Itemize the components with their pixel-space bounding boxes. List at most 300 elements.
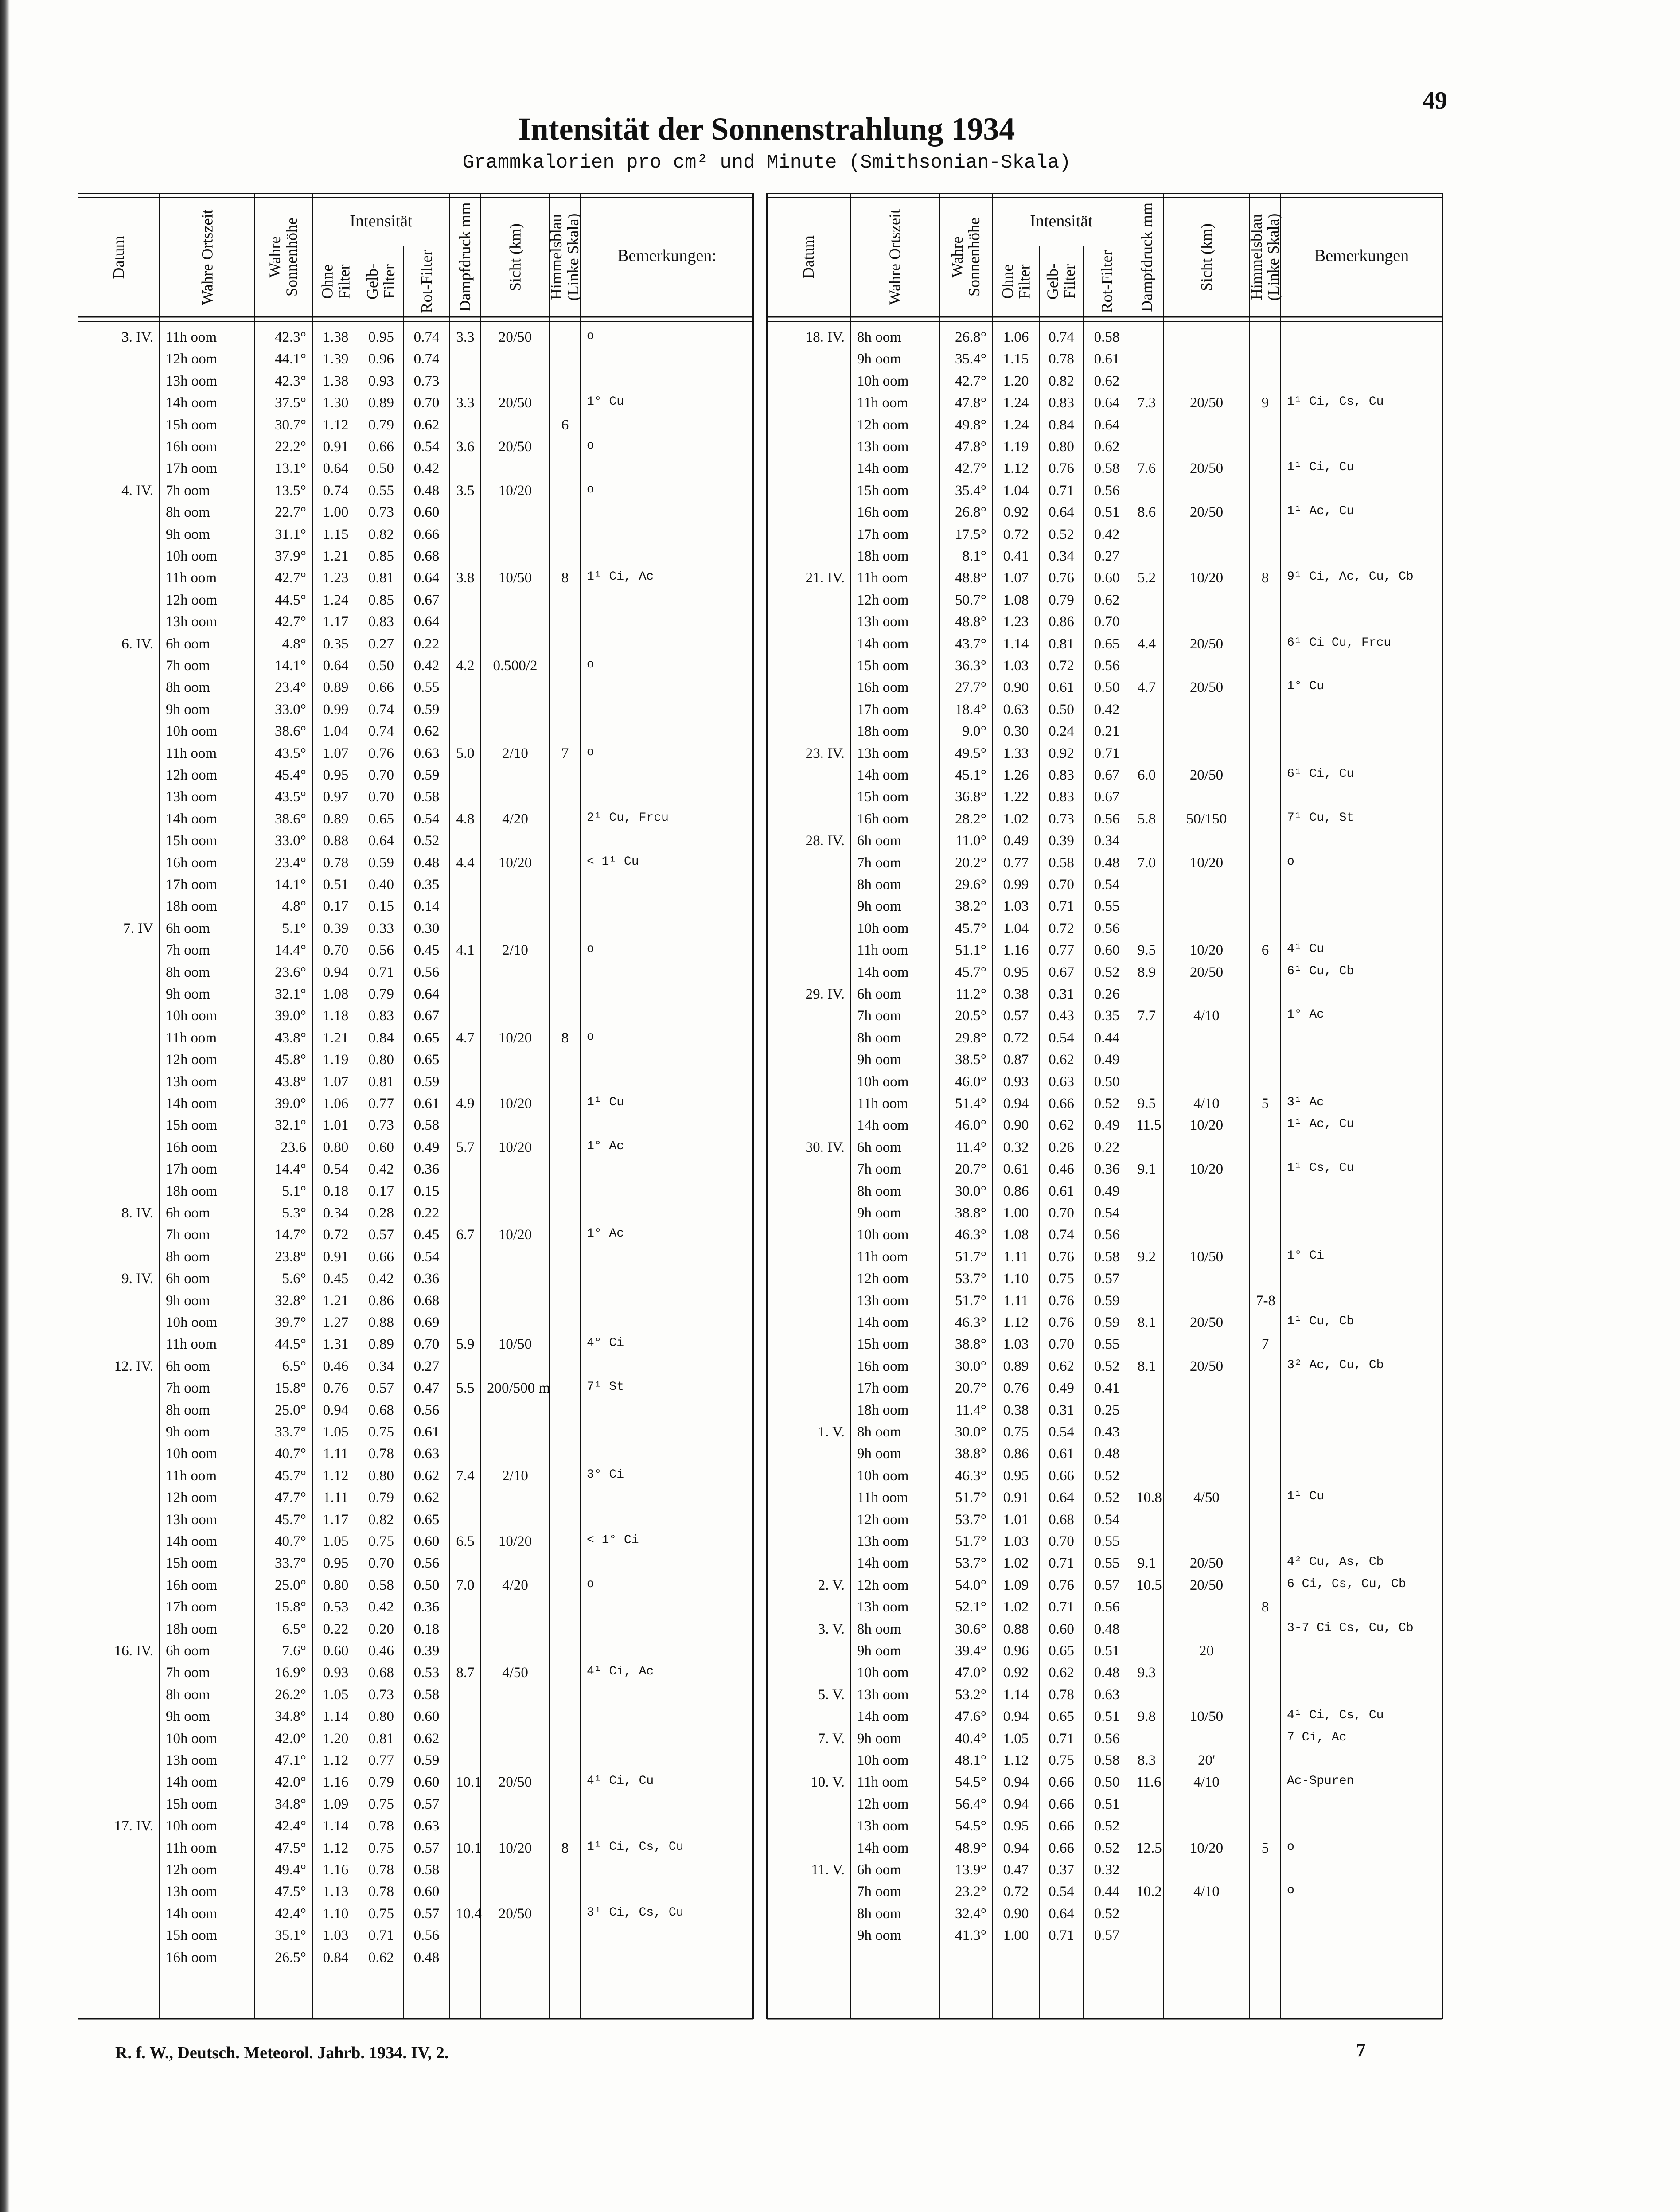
right-cell-zeit: 12h oom (857, 1577, 909, 1593)
right-cell-hoehe: 48.1° (955, 1752, 986, 1768)
right-cell-bem: 4² Cu, As, Cb (1287, 1555, 1384, 1569)
right-cell-zeit: 11h oom (857, 942, 908, 959)
left-cell-ohne: 1.16 (323, 1862, 349, 1878)
right-cell-zeit: 12h oom (857, 592, 909, 608)
left-cell-gelb: 0.80 (368, 1467, 394, 1484)
left-cell-rot: 0.60 (413, 504, 440, 521)
right-cell-hoehe: 35.4° (955, 482, 986, 499)
right-cell-hoehe: 47.6° (955, 1709, 986, 1725)
right-hdr-datum: Datum (799, 235, 818, 279)
left-cell-rot: 0.27 (413, 1358, 440, 1374)
left-cell-ohne: 0.74 (323, 482, 349, 499)
left-cell-ohne: 1.05 (323, 1686, 349, 1703)
right-cell-dampf: 9.5 (1137, 1096, 1156, 1112)
left-cell-hoehe: 40.7° (275, 1533, 306, 1549)
left-cell-himmel: 8 (561, 570, 569, 586)
left-hdr-sonnenhoehe: Wahre Sonnenhöhe (266, 218, 300, 296)
right-cell-hoehe: 8.1° (962, 548, 986, 564)
left-cell-rot: 0.48 (413, 854, 440, 871)
left-cell-bem: o (587, 482, 594, 496)
left-cell-sicht: 2/10 (502, 1467, 528, 1484)
left-cell-rot: 0.61 (413, 1424, 440, 1440)
right-cell-hoehe: 20.5° (955, 1008, 986, 1024)
left-cell-gelb: 0.58 (368, 1577, 394, 1593)
right-cell-gelb: 0.83 (1049, 789, 1074, 805)
right-cell-gelb: 0.63 (1049, 1073, 1074, 1090)
left-cell-ohne: 1.39 (323, 351, 349, 367)
left-cell-hoehe: 32.8° (275, 1292, 306, 1309)
left-cell-zeit: 7h oom (166, 1665, 210, 1681)
left-cell-hoehe: 15.8° (275, 1599, 306, 1615)
right-cell-rot: 0.44 (1094, 1884, 1120, 1900)
right-cell-ohne: 1.12 (1003, 1752, 1029, 1768)
left-cell-zeit: 13h oom (166, 1073, 218, 1090)
right-cell-ohne: 0.57 (1003, 1008, 1029, 1024)
left-cell-rot: 0.74 (413, 351, 440, 367)
right-cell-sicht: 10/50 (1189, 1709, 1224, 1725)
left-cell-ohne: 1.20 (323, 1730, 349, 1747)
left-cell-dampf: 4.4 (456, 854, 475, 871)
right-cell-hoehe: 49.8° (955, 417, 986, 433)
right-cell-rot: 0.56 (1094, 1599, 1120, 1615)
right-cell-ohne: 0.94 (1003, 1774, 1029, 1791)
left-cell-hoehe: 43.8° (275, 1073, 306, 1090)
right-cell-hoehe: 54.0° (955, 1577, 986, 1593)
right-cell-rot: 0.42 (1094, 701, 1120, 718)
left-cell-ohne: 0.80 (323, 1577, 349, 1593)
left-cell-ohne: 0.39 (323, 920, 349, 936)
right-cell-bem: o (1287, 1884, 1294, 1898)
left-cell-ohne: 0.91 (323, 1248, 349, 1265)
right-cell-gelb: 0.54 (1049, 1030, 1074, 1046)
right-cell-ohne: 0.92 (1003, 504, 1029, 521)
left-cell-sicht: 20/50 (498, 439, 532, 455)
left-cell-hoehe: 42.3° (275, 373, 306, 389)
left-cell-rot: 0.48 (413, 482, 440, 499)
left-cell-ohne: 0.46 (323, 1358, 349, 1374)
right-cell-rot: 0.52 (1094, 1096, 1120, 1112)
left-cell-bem: 1¹ Cu (587, 1096, 624, 1109)
right-cell-ohne: 0.91 (1003, 1490, 1029, 1506)
right-cell-gelb: 0.66 (1049, 1818, 1074, 1834)
left-cell-rot: 0.56 (413, 1555, 440, 1572)
right-cell-dampf: 8.6 (1137, 504, 1156, 521)
right-cell-bem: 1° Cu (1287, 679, 1325, 694)
right-cell-rot: 0.52 (1094, 1818, 1120, 1834)
right-cell-bem: 1¹ Cu, Cb (1287, 1315, 1354, 1328)
right-cell-rot: 0.55 (1094, 1533, 1120, 1549)
right-cell-gelb: 0.76 (1049, 570, 1074, 586)
right-cell-gelb: 0.62 (1049, 1665, 1074, 1681)
right-cell-dampf: 9.1 (1137, 1161, 1156, 1178)
right-cell-ohne: 1.03 (1003, 1533, 1029, 1549)
left-cell-ohne: 1.38 (323, 329, 349, 345)
left-cell-hoehe: 5.6° (282, 1271, 306, 1287)
right-cell-gelb: 0.66 (1049, 1796, 1074, 1812)
right-cell-rot: 0.48 (1094, 854, 1120, 871)
left-cell-zeit: 7h oom (166, 1380, 210, 1397)
right-cell-zeit: 13h oom (857, 614, 909, 630)
right-cell-rot: 0.34 (1094, 833, 1120, 849)
left-cell-rot: 0.39 (413, 1643, 440, 1659)
right-cell-zeit: 14h oom (857, 1709, 909, 1725)
right-cell-zeit: 15h oom (857, 658, 909, 674)
left-cell-gelb: 0.73 (368, 1117, 394, 1134)
left-cell-rot: 0.57 (413, 1840, 440, 1856)
right-cell-dampf: 5.2 (1137, 570, 1156, 586)
left-cell-hoehe: 39.0° (275, 1096, 306, 1112)
left-cell-zeit: 9h oom (166, 1709, 210, 1725)
left-cell-hoehe: 23.8° (275, 1248, 306, 1265)
left-cell-sicht: 20/50 (498, 395, 532, 411)
left-cell-gelb: 0.42 (368, 1599, 394, 1615)
left-cell-hoehe: 32.1° (275, 986, 306, 1002)
left-cell-rot: 0.22 (413, 636, 440, 652)
right-cell-rot: 0.50 (1094, 1073, 1120, 1090)
right-cell-dampf: 9.3 (1137, 1665, 1156, 1681)
left-cell-rot: 0.66 (413, 526, 440, 542)
left-cell-gelb: 0.79 (368, 1774, 394, 1791)
left-cell-sicht: 10/20 (498, 1840, 532, 1856)
left-cell-rot: 0.54 (413, 1248, 440, 1265)
left-cell-datum: 3. IV. (121, 329, 153, 345)
footer-page-number: 7 (1356, 2039, 1366, 2061)
right-cell-ohne: 1.19 (1003, 439, 1029, 455)
right-cell-hoehe: 48.8° (955, 570, 986, 586)
right-cell-bem: 3¹ Ac (1287, 1096, 1325, 1109)
left-cell-zeit: 16h oom (166, 1577, 218, 1593)
left-cell-ohne: 1.07 (323, 1073, 349, 1090)
right-cell-ohne: 1.12 (1003, 460, 1029, 477)
left-cell-hoehe: 33.7° (275, 1424, 306, 1440)
left-cell-datum: 12. IV. (114, 1358, 153, 1374)
right-cell-rot: 0.71 (1094, 745, 1120, 761)
left-cell-gelb: 0.78 (368, 1446, 394, 1462)
right-cell-himmel: 5 (1261, 1096, 1269, 1112)
left-cell-zeit: 8h oom (166, 679, 210, 696)
right-cell-bem: 6 Ci, Cs, Cu, Cb (1287, 1577, 1406, 1591)
right-cell-ohne: 0.89 (1003, 1358, 1029, 1374)
right-cell-rot: 0.57 (1094, 1271, 1120, 1287)
left-cell-gelb: 0.42 (368, 1271, 394, 1287)
right-cell-ohne: 1.11 (1003, 1292, 1029, 1309)
right-cell-gelb: 0.62 (1049, 1052, 1074, 1068)
left-cell-rot: 0.53 (413, 1665, 440, 1681)
right-cell-hoehe: 41.3° (955, 1927, 986, 1944)
right-cell-bem: 6¹ Ci Cu, Frcu (1287, 636, 1392, 650)
left-cell-zeit: 12h oom (166, 1862, 218, 1878)
right-cell-rot: 0.58 (1094, 460, 1120, 477)
right-cell-zeit: 11h oom (857, 1096, 908, 1112)
right-cell-gelb: 0.66 (1049, 1774, 1074, 1791)
right-cell-hoehe: 13.9° (955, 1862, 986, 1878)
right-cell-gelb: 0.67 (1049, 964, 1074, 980)
right-cell-ohne: 1.11 (1003, 1248, 1029, 1265)
right-cell-ohne: 0.96 (1003, 1643, 1029, 1659)
left-cell-ohne: 0.95 (323, 767, 349, 783)
right-cell-rot: 0.32 (1094, 1862, 1120, 1878)
left-cell-hoehe: 23.4° (275, 679, 306, 696)
left-cell-sicht: 2/10 (502, 942, 528, 959)
left-cell-hoehe: 4.8° (282, 636, 306, 652)
right-cell-ohne: 1.15 (1003, 351, 1029, 367)
right-cell-zeit: 16h oom (857, 679, 909, 696)
right-cell-zeit: 10h oom (857, 1073, 909, 1090)
right-cell-sicht: 10/50 (1189, 1248, 1224, 1265)
left-cell-rot: 0.58 (413, 1686, 440, 1703)
left-cell-hoehe: 23.4° (275, 854, 306, 871)
right-cell-zeit: 15h oom (857, 789, 909, 805)
right-cell-zeit: 11h oom (857, 1774, 908, 1791)
right-cell-gelb: 0.72 (1049, 658, 1074, 674)
left-cell-hoehe: 37.5° (275, 395, 306, 411)
page-number: 49 (1423, 87, 1447, 114)
right-cell-gelb: 0.83 (1049, 395, 1074, 411)
right-cell-ohne: 0.72 (1003, 1030, 1029, 1046)
left-cell-sicht: 10/20 (498, 854, 532, 871)
right-cell-hoehe: 26.8° (955, 329, 986, 345)
right-cell-ohne: 0.72 (1003, 526, 1029, 542)
left-cell-bem: < 1° Ci (587, 1533, 639, 1547)
right-cell-bem: 7¹ Cu, St (1287, 811, 1354, 825)
left-cell-gelb: 0.89 (368, 395, 394, 411)
right-cell-bem: 1¹ Ci, Cs, Cu (1287, 395, 1384, 409)
right-cell-hoehe: 52.1° (955, 1599, 986, 1615)
left-cell-rot: 0.58 (413, 1117, 440, 1134)
left-cell-hoehe: 34.8° (275, 1796, 306, 1812)
left-cell-bem: 2¹ Cu, Frcu (587, 811, 669, 825)
left-cell-hoehe: 25.0° (275, 1577, 306, 1593)
right-cell-dampf: 8.9 (1137, 964, 1156, 980)
left-cell-hoehe: 39.0° (275, 1008, 306, 1024)
left-cell-zeit: 10h oom (166, 1008, 218, 1024)
right-cell-gelb: 0.75 (1049, 1271, 1074, 1287)
right-cell-gelb: 0.39 (1049, 833, 1074, 849)
right-cell-gelb: 0.64 (1049, 504, 1074, 521)
right-cell-dampf: 9.5 (1137, 942, 1156, 959)
right-cell-zeit: 13h oom (857, 745, 909, 761)
right-cell-zeit: 14h oom (857, 964, 909, 980)
left-cell-himmel: 8 (561, 1840, 569, 1856)
right-cell-rot: 0.62 (1094, 592, 1120, 608)
right-hdr-sicht: Sicht (km) (1197, 223, 1215, 291)
left-cell-ohne: 1.38 (323, 373, 349, 389)
left-cell-hoehe: 13.5° (275, 482, 306, 499)
right-cell-dampf: 4.4 (1137, 636, 1156, 652)
left-cell-rot: 0.36 (413, 1599, 440, 1615)
right-cell-gelb: 0.66 (1049, 1096, 1074, 1112)
left-cell-datum: 4. IV. (121, 482, 153, 499)
right-cell-hoehe: 20.7° (955, 1161, 986, 1178)
right-cell-zeit: 13h oom (857, 439, 909, 455)
left-cell-rot: 0.74 (413, 329, 440, 345)
left-cell-gelb: 0.84 (368, 1030, 394, 1046)
right-cell-ohne: 1.03 (1003, 898, 1029, 915)
left-cell-rot: 0.63 (413, 745, 440, 761)
left-cell-ohne: 1.17 (323, 1511, 349, 1528)
right-cell-ohne: 0.95 (1003, 964, 1029, 980)
right-cell-ohne: 1.02 (1003, 811, 1029, 827)
right-cell-rot: 0.59 (1094, 1315, 1120, 1330)
right-cell-datum: 11. V. (811, 1862, 845, 1878)
left-cell-ohne: 1.18 (323, 1008, 349, 1024)
right-cell-rot: 0.60 (1094, 942, 1120, 959)
right-cell-zeit: 13h oom (857, 1533, 909, 1549)
right-cell-rot: 0.22 (1094, 1139, 1120, 1155)
left-cell-zeit: 14h oom (166, 1096, 218, 1112)
left-cell-ohne: 1.08 (323, 986, 349, 1002)
left-cell-hoehe: 23.6° (275, 964, 306, 980)
left-cell-gelb: 0.59 (368, 854, 394, 871)
right-cell-rot: 0.50 (1094, 679, 1120, 696)
right-hdr-intensitaet: Intensität (1030, 212, 1093, 230)
left-cell-rot: 0.59 (413, 701, 440, 718)
right-cell-gelb: 0.77 (1049, 942, 1074, 959)
left-cell-zeit: 14h oom (166, 395, 218, 411)
left-cell-sicht: 4/20 (502, 1577, 528, 1593)
left-cell-rot: 0.60 (413, 1533, 440, 1549)
left-cell-ohne: 0.95 (323, 1555, 349, 1572)
left-cell-ohne: 1.09 (323, 1796, 349, 1812)
left-cell-gelb: 0.78 (368, 1862, 394, 1878)
left-cell-rot: 0.57 (413, 1796, 440, 1812)
left-cell-rot: 0.58 (413, 1862, 440, 1878)
right-cell-hoehe: 39.4° (955, 1643, 986, 1659)
right-cell-rot: 0.56 (1094, 1227, 1120, 1243)
left-cell-rot: 0.30 (413, 920, 440, 936)
left-cell-gelb: 0.64 (368, 833, 394, 849)
left-cell-ohne: 0.72 (323, 1227, 349, 1243)
left-cell-datum: 9. IV. (121, 1271, 153, 1287)
right-cell-hoehe: 56.4° (955, 1796, 986, 1812)
left-cell-ohne: 0.80 (323, 1139, 349, 1155)
right-cell-datum: 3. V. (818, 1621, 845, 1637)
left-cell-sicht: 20/50 (498, 1905, 532, 1922)
left-cell-ohne: 1.14 (323, 1709, 349, 1725)
left-cell-hoehe: 38.6° (275, 811, 306, 827)
left-cell-gelb: 0.66 (368, 1248, 394, 1265)
right-cell-dampf: 7.6 (1137, 460, 1156, 477)
right-cell-gelb: 0.72 (1049, 920, 1074, 936)
left-cell-sicht: 10/20 (498, 1030, 532, 1046)
left-cell-zeit: 14h oom (166, 811, 218, 827)
right-cell-ohne: 0.47 (1003, 1862, 1029, 1878)
left-cell-hoehe: 25.0° (275, 1402, 306, 1418)
right-cell-ohne: 0.90 (1003, 679, 1029, 696)
right-cell-zeit: 10h oom (857, 1467, 909, 1484)
left-cell-ohne: 1.30 (323, 395, 349, 411)
left-cell-rot: 0.73 (413, 373, 440, 389)
left-cell-bem: 3¹ Ci, Cs, Cu (587, 1905, 684, 1919)
right-cell-hoehe: 53.7° (955, 1511, 986, 1528)
left-cell-rot: 0.67 (413, 592, 440, 608)
right-cell-zeit: 10h oom (857, 1665, 909, 1681)
right-cell-bem: 3-7 Ci Cs, Cu, Cb (1287, 1621, 1414, 1635)
right-cell-hoehe: 45.1° (955, 767, 986, 783)
left-cell-zeit: 12h oom (166, 1052, 218, 1068)
right-cell-gelb: 0.76 (1049, 1292, 1074, 1309)
right-cell-zeit: 13h oom (857, 1818, 909, 1834)
right-cell-gelb: 0.75 (1049, 1752, 1074, 1768)
right-cell-rot: 0.55 (1094, 898, 1120, 915)
left-cell-zeit: 8h oom (166, 1686, 210, 1703)
left-cell-bem: 7¹ St (587, 1380, 624, 1394)
right-cell-rot: 0.49 (1094, 1183, 1120, 1199)
right-cell-sicht: 10/20 (1189, 1117, 1224, 1134)
right-cell-zeit: 8h oom (857, 329, 901, 345)
page-title: Intensität der Sonnenstrahlung 1934 (518, 111, 1015, 147)
right-cell-gelb: 0.62 (1049, 1117, 1074, 1134)
left-cell-rot: 0.42 (413, 460, 440, 477)
right-cell-rot: 0.58 (1094, 1752, 1120, 1768)
right-cell-zeit: 17h oom (857, 1380, 909, 1397)
right-cell-gelb: 0.43 (1049, 1008, 1074, 1024)
left-cell-hoehe: 26.2° (275, 1686, 306, 1703)
right-cell-dampf: 10.8 (1136, 1490, 1162, 1506)
right-cell-gelb: 0.86 (1049, 614, 1074, 630)
left-cell-hoehe: 40.7° (275, 1446, 306, 1462)
right-cell-hoehe: 36.3° (955, 658, 986, 674)
right-cell-rot: 0.21 (1094, 723, 1120, 740)
left-cell-hoehe: 14.4° (275, 1161, 306, 1178)
left-cell-rot: 0.63 (413, 1446, 440, 1462)
left-cell-zeit: 10h oom (166, 1446, 218, 1462)
right-cell-zeit: 6h oom (857, 1139, 901, 1155)
right-cell-rot: 0.64 (1094, 417, 1120, 433)
right-cell-hoehe: 28.2° (955, 811, 986, 827)
left-cell-rot: 0.60 (413, 1774, 440, 1791)
right-cell-datum: 5. V. (818, 1686, 845, 1703)
left-cell-zeit: 9h oom (166, 701, 210, 718)
left-cell-ohne: 0.18 (323, 1183, 349, 1199)
right-cell-sicht: 4/10 (1193, 1884, 1220, 1900)
left-cell-zeit: 8h oom (166, 964, 210, 980)
left-cell-zeit: 11h oom (166, 329, 217, 345)
right-cell-ohne: 1.07 (1003, 570, 1029, 586)
left-cell-gelb: 0.78 (368, 1884, 394, 1900)
right-cell-sicht: 4/50 (1193, 1490, 1220, 1506)
left-cell-rot: 0.62 (413, 1730, 440, 1747)
right-cell-rot: 0.55 (1094, 1555, 1120, 1572)
left-cell-rot: 0.60 (413, 1709, 440, 1725)
left-cell-zeit: 11h oom (166, 745, 217, 761)
left-cell-bem: o (587, 745, 594, 759)
right-cell-zeit: 7h oom (857, 1008, 901, 1024)
right-cell-sicht: 10/20 (1189, 570, 1224, 586)
right-cell-hoehe: 17.5° (955, 526, 986, 542)
left-cell-ohne: 0.70 (323, 942, 349, 959)
right-cell-hoehe: 46.3° (955, 1467, 986, 1484)
right-cell-ohne: 1.08 (1003, 592, 1029, 608)
right-cell-dampf: 8.1 (1137, 1358, 1156, 1374)
right-cell-ohne: 1.12 (1003, 1315, 1029, 1330)
left-cell-zeit: 8h oom (166, 504, 210, 521)
right-cell-zeit: 16h oom (857, 504, 909, 521)
left-cell-zeit: 18h oom (166, 1183, 218, 1199)
right-cell-rot: 0.61 (1094, 351, 1120, 367)
left-cell-zeit: 12h oom (166, 351, 218, 367)
left-cell-gelb: 0.57 (368, 1380, 394, 1397)
right-cell-dampf: 7.0 (1137, 854, 1156, 871)
left-cell-hoehe: 42.7° (275, 570, 306, 586)
right-cell-rot: 0.36 (1094, 1161, 1120, 1178)
left-cell-ohne: 0.60 (323, 1643, 349, 1659)
left-cell-gelb: 0.93 (368, 373, 394, 389)
right-cell-zeit: 16h oom (857, 1358, 909, 1374)
right-cell-bem: 4¹ Ci, Cs, Cu (1287, 1709, 1384, 1723)
left-cell-hoehe: 38.6° (275, 723, 306, 740)
left-cell-rot: 0.35 (413, 877, 440, 893)
